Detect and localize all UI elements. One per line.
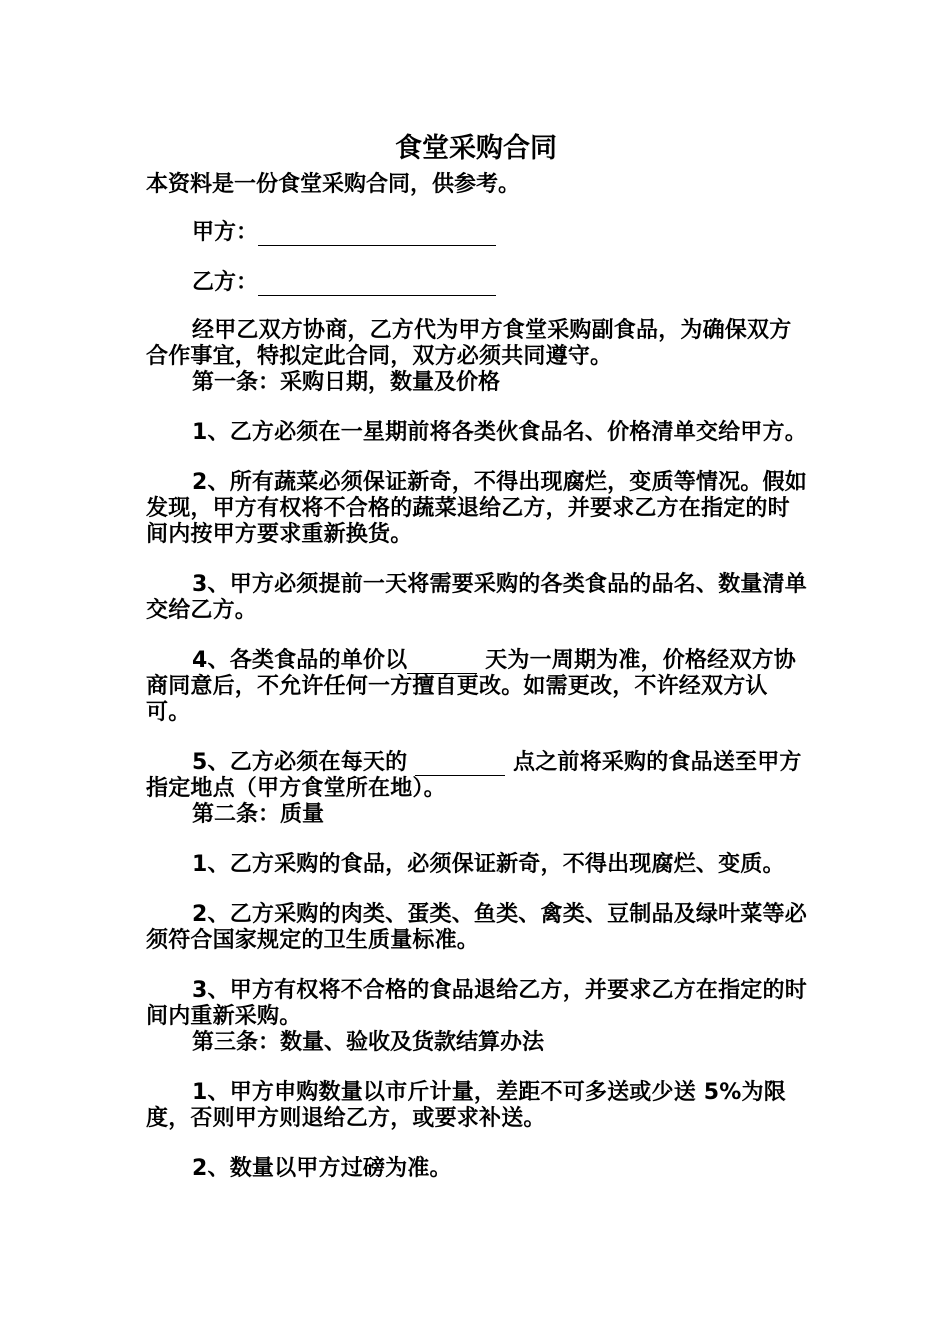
item-5-text-before: 5、乙方必须在每天的 (192, 750, 416, 775)
article-2-heading: 第二条：质量 (192, 802, 325, 827)
document-title: 食堂采购合同 (395, 133, 557, 164)
preamble: 经甲乙双方协商，乙方代为甲方食堂采购副食品，为确保双方合作事宜，特拟定此合同，双方必须共同遵守。 (146, 318, 792, 369)
party-b-line (146, 270, 810, 296)
party-a-label: 甲方： (192, 220, 259, 245)
article-1-item-1: 1、乙方必须在一星期前将各类伙食品名、价格清单交给甲方。 (192, 420, 807, 445)
item-4-text-before: 4、各类食品的单价以 (192, 648, 408, 673)
article-1-heading: 第一条：采购日期，数量及价格 (192, 370, 501, 395)
party-a-line (146, 220, 810, 246)
item-4-text-after: 天为一周期为准，价格经双方协商同意后，不允许任何一方擅自更改。如需更改，不许经双方认可。 (146, 648, 796, 725)
article-2-item-1: 1、乙方采购的食品，必须保证新奇，不得出现腐烂、变质。 (192, 852, 785, 877)
contract-page (146, 130, 810, 1182)
article-1-item-3: 3、甲方必须提前一天将需要采购的各类食品的品名、数量清单交给乙方。 (146, 572, 807, 623)
period-days-blank (407, 651, 477, 674)
party-b-blank (258, 273, 496, 296)
party-b-label: 乙方： (192, 270, 259, 295)
delivery-time-blank (415, 753, 505, 776)
party-a-blank (258, 223, 496, 246)
article-2-item-3: 3、甲方有权将不合格的食品退给乙方，并要求乙方在指定的时间内重新采购。 (146, 978, 807, 1029)
article-3-item-1: 1、甲方申购数量以市斤计量，差距不可多送或少送 5%为限度，否则甲方则退给乙方，或要求补送。 (146, 1080, 786, 1131)
article-3-heading: 第三条：数量、验收及货款结算办法 (192, 1030, 545, 1055)
article-2-item-2: 2、乙方采购的肉类、蛋类、鱼类、禽类、豆制品及绿叶菜等必须符合国家规定的卫生质量标准。 (146, 902, 807, 953)
intro-text: 本资料是一份食堂采购合同，供参考。 (146, 172, 521, 197)
article-1-item-5 (146, 750, 810, 802)
article-1-item-2: 2、所有蔬菜必须保证新奇，不得出现腐烂，变质等情况。假如发现，甲方有权将不合格的蔬菜退给乙方，并要求乙方在指定的时间内按甲方要求重新换货。 (146, 470, 807, 547)
article-1-item-4 (146, 648, 810, 726)
item-5-text-after: 点之前将采购的食品送至甲方指定地点（甲方食堂所在地）。 (146, 750, 802, 801)
article-3-item-2: 2、数量以甲方过磅为准。 (192, 1156, 452, 1181)
